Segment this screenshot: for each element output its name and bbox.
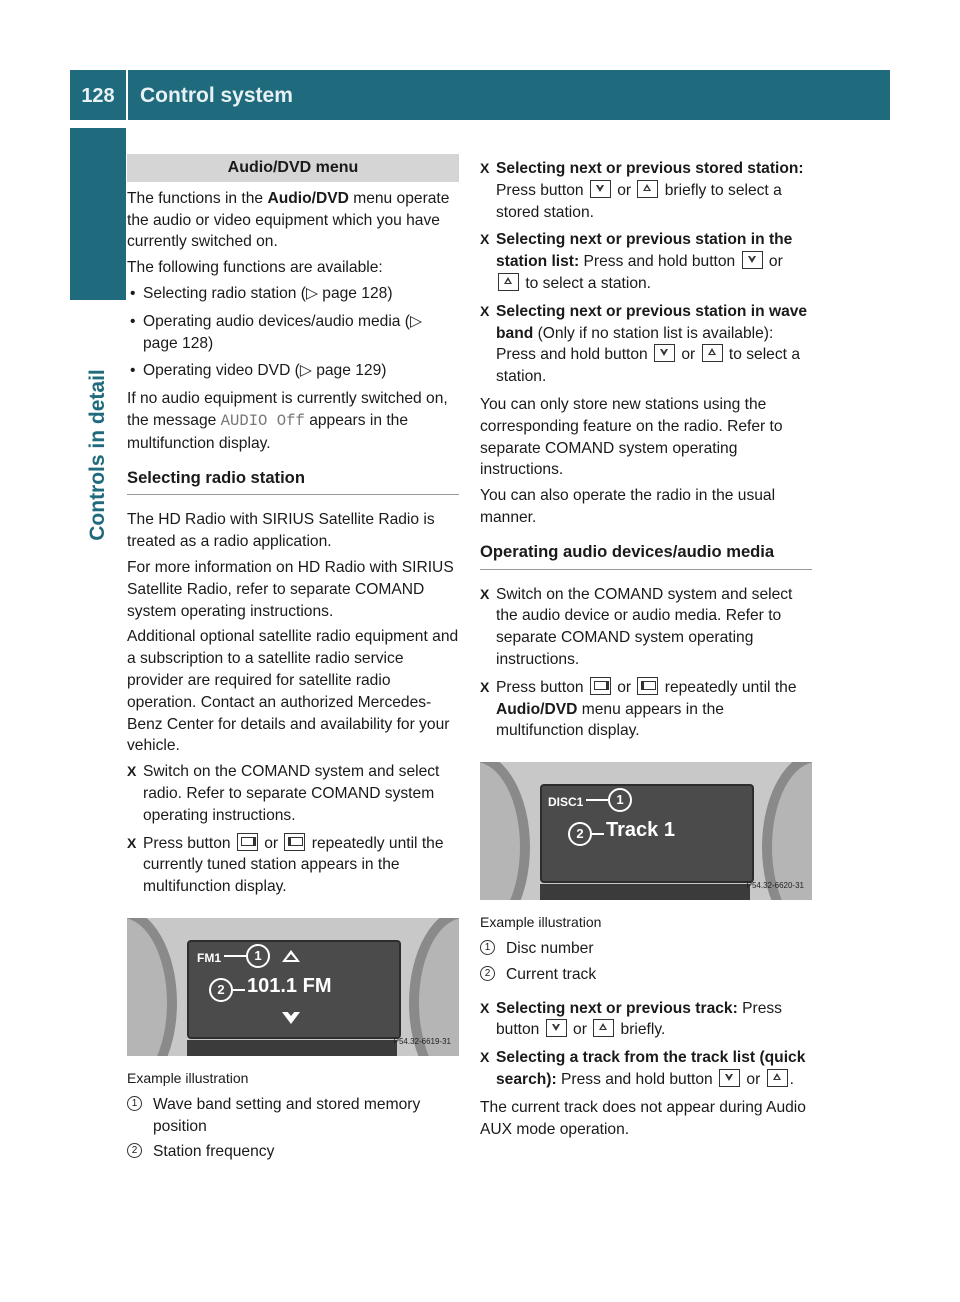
media-heading: Operating audio devices/audio media xyxy=(480,541,812,570)
gauge-left xyxy=(127,918,177,1056)
legend-item: 2 Station frequency xyxy=(127,1141,459,1163)
intro-paragraph: The functions in the Audio/DVD menu operate the audio or video equipment which you have currently switched on. xyxy=(127,189,450,251)
right-column xyxy=(480,154,812,1144)
down-button-icon xyxy=(590,180,611,198)
disc-label: DISC1 xyxy=(548,795,584,810)
functions-intro: The following functions are available: xyxy=(127,259,383,277)
media-step-1: X Switch on the COMAND system and select the audio device or audio media. Refer to separate COMAND system operating instructions. xyxy=(480,585,793,668)
stored-station-step: X Selecting next or previous stored station: Press button or briefly to select a stored station. xyxy=(480,160,804,221)
callout-1: 1 xyxy=(246,944,270,968)
down-button-icon xyxy=(546,1019,567,1037)
page-header xyxy=(70,70,890,120)
figure-code: P54.32-6619-31 xyxy=(393,1037,451,1047)
menu-forward-icon xyxy=(637,677,658,695)
left-column xyxy=(127,154,459,1167)
down-button-icon xyxy=(654,344,675,362)
radio-step-2: X Press button or repeatedly until the currently tuned station appears in the multifunction display. xyxy=(127,834,444,896)
legend-item: 1 Disc number xyxy=(480,938,812,960)
menu-back-icon xyxy=(237,833,258,851)
store-paragraph: You can only store new stations using the corresponding feature on the radio. Refer to separate COMAND system operating instructions. xyxy=(480,395,783,479)
track-step-1: X Selecting next or previous track: Press button or briefly. xyxy=(480,999,782,1039)
frequency-label: 101.1 FM xyxy=(247,974,332,997)
callout-2: 2 xyxy=(209,978,233,1002)
up-button-icon xyxy=(593,1019,614,1037)
down-button-icon xyxy=(742,251,763,269)
radio-paragraph-2: For more information on HD Radio with SIRIUS Satellite Radio, refer to separate COMAND system operating instructions. xyxy=(127,558,454,620)
no-audio-paragraph: If no audio equipment is currently switched on, the message AUDIO Off appears in the multifunction display. xyxy=(127,390,448,452)
side-tab-block xyxy=(70,128,126,300)
arrow-down-icon xyxy=(282,1012,300,1024)
aux-paragraph: The current track does not appear during Audio AUX mode operation. xyxy=(480,1098,806,1138)
list-item: • Selecting radio station (▷ page 128) xyxy=(130,284,393,302)
list-item: • Operating video DVD (▷ page 129) xyxy=(130,362,387,380)
usual-paragraph: You can also operate the radio in the usual manner. xyxy=(480,487,776,526)
callout-2: 2 xyxy=(568,822,592,846)
up-button-icon xyxy=(702,344,723,362)
arrow-up-icon xyxy=(282,950,300,962)
radio-heading: Selecting radio station xyxy=(127,467,459,496)
side-tab xyxy=(70,305,126,605)
radio-paragraph-1: The HD Radio with SIRIUS Satellite Radio is treated as a radio application. xyxy=(127,511,435,551)
menu-back-icon xyxy=(590,677,611,695)
wave-band-step: X Selecting next or previous station in wave band (Only if no station list is available): Press and hold button or to select a station. xyxy=(480,302,808,386)
gauge-left xyxy=(480,762,530,900)
legend-item: 1 Wave band setting and stored memory position xyxy=(127,1094,459,1138)
radio-display-illustration xyxy=(127,918,459,1056)
radio-step-1: X Switch on the COMAND system and select radio. Refer to separate COMAND system operating instructions. xyxy=(127,763,440,824)
waveband-label: FM1 xyxy=(197,950,221,965)
chapter-title: Control system xyxy=(140,84,293,107)
down-button-icon xyxy=(719,1069,740,1087)
up-button-icon xyxy=(498,273,519,291)
media-display-illustration xyxy=(480,762,812,900)
menu-forward-icon xyxy=(284,833,305,851)
callout-1: 1 xyxy=(608,788,632,812)
up-button-icon xyxy=(767,1069,788,1087)
page-number: 128 xyxy=(81,85,115,107)
figure-caption: Example illustration xyxy=(480,914,602,931)
audio-dvd-heading: Audio/DVD menu xyxy=(127,154,459,182)
side-tab-label: Controls in detail xyxy=(86,369,109,541)
station-list-step: X Selecting next or previous station in the station list: Press and hold button or to select a station. xyxy=(480,231,793,292)
track-step-2: X Selecting a track from the track list (quick search): Press and hold button or . xyxy=(480,1049,806,1088)
up-button-icon xyxy=(637,180,658,198)
track-label: Track 1 xyxy=(606,819,675,842)
list-item: • Operating audio devices/audio media (▷ page 128) xyxy=(130,312,422,352)
figure-code: P54.32-6620-31 xyxy=(746,881,804,891)
radio-paragraph-3: Additional optional satellite radio equipment and a subscription to a satellite radio service provider are required for satellite radio operation. Contact an authorized Mercedes-Benz Center for details and availability for your vehicle. xyxy=(127,628,459,755)
media-step-2: X Press button or repeatedly until the Audio/DVD menu appears in the multifunction display. xyxy=(480,678,797,740)
header-divider xyxy=(126,70,128,120)
figure-caption: Example illustration xyxy=(127,1069,249,1086)
legend-item: 2 Current track xyxy=(480,964,812,986)
